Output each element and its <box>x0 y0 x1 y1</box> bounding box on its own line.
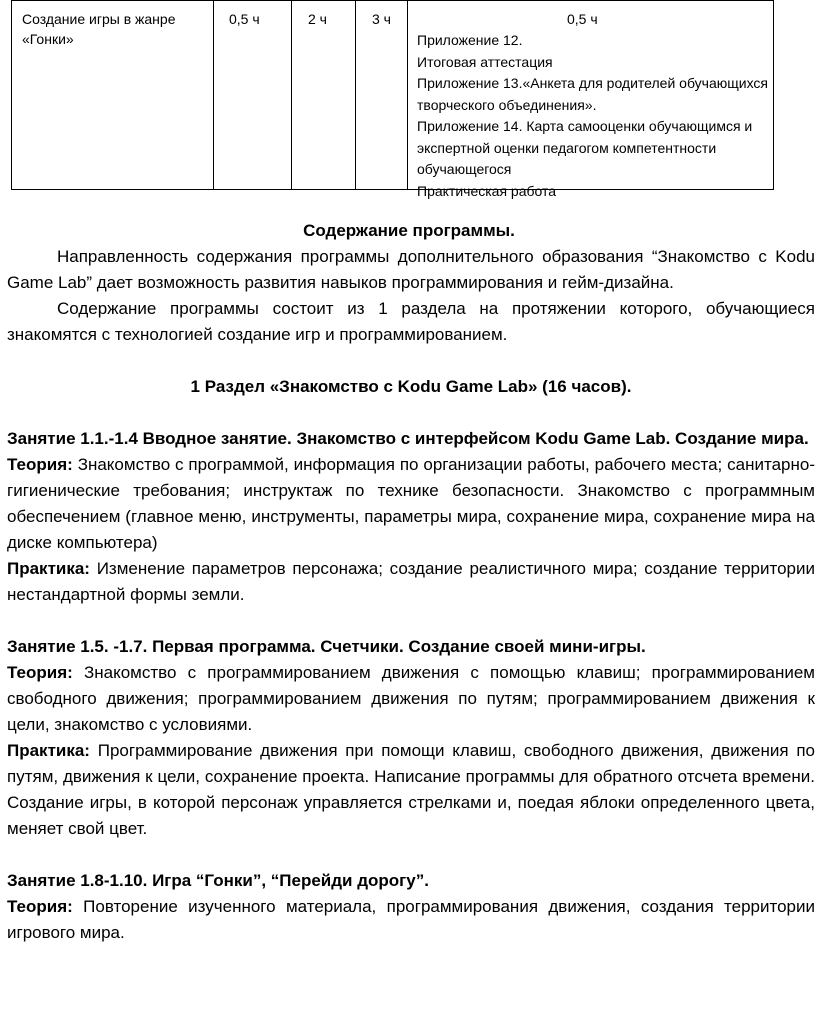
hours-total-cell: 0,5 ч <box>229 11 260 27</box>
lesson-practice <box>7 556 815 608</box>
section-title: 1 Раздел «Знакомство с Kodu Game Lab» (16 часов). <box>190 377 632 396</box>
theory-label: Теория: <box>7 663 73 682</box>
control-item: Приложение 12. <box>417 32 523 48</box>
practice-text: Изменение параметров персонажа; создание реалистичного мира; создание территории нестандартной формы земли. <box>7 559 815 604</box>
lesson-theory <box>7 452 815 556</box>
theory-text: Знакомство с программированием движения с помощью клавиш; программированием свободного движения; программированием движения по путям; программированием движения к цели, знакомство с условиями. <box>7 663 815 734</box>
lesson-theory <box>7 894 815 946</box>
table-divider <box>291 1 292 189</box>
practice-label: Практика: <box>7 741 90 760</box>
theory-label: Теория: <box>7 455 73 474</box>
control-item: Практическая работа <box>417 182 557 199</box>
hours-theory-cell: 2 ч <box>308 11 327 27</box>
topic-cell: Создание игры в жанре «Гонки» <box>22 11 176 47</box>
theory-text: Повторение изученного материала, программирования движения, создания территории игрового мира. <box>7 897 815 942</box>
table-divider <box>407 1 408 189</box>
curriculum-table <box>11 0 774 199</box>
content-heading: Содержание программы. <box>303 221 515 240</box>
control-items-cell <box>417 30 772 202</box>
lesson-title: Занятие 1.1.-1.4 Вводное занятие. Знакомство с интерфейсом Kodu Game Lab. Создание мира. <box>7 429 809 448</box>
theory-label: Теория: <box>7 897 73 916</box>
paragraph-direction: Направленность содержания программы дополнительного образования “Знакомство с Kodu Game Lab” дает возможность развития навыков программирования и гейм-дизайна. <box>7 247 815 292</box>
control-item: Итоговая аттестация <box>417 53 553 70</box>
control-hours-cell: 0,5 ч <box>567 11 598 27</box>
lesson-theory <box>7 660 815 738</box>
theory-text: Знакомство с программой, информация по организации работы, рабочего места; санитарно-гигиенические требования; инструктаж по технике безопасности. Знакомство с программным обеспечением (главное меню, инструменты, параметры мира, сохранение мира, сохранение мира на диске компьютера) <box>7 455 815 552</box>
practice-label: Практика: <box>7 559 90 578</box>
control-item: Приложение 14. Карта самооценки обучающимся и экспертной оценки педагогом компетентности обучающегося <box>417 118 753 177</box>
hours-practice-cell: 3 ч <box>372 11 391 27</box>
control-item: Приложение 13.«Анкета для родителей обучающихся творческого объединения». <box>417 75 768 113</box>
lesson-title: Занятие 1.5. -1.7. Первая программа. Счетчики. Создание своей мини-игры. <box>7 637 646 656</box>
paragraph-structure: Содержание программы состоит из 1 раздела на протяжении которого, обучающиеся знакомятся с технологией создание игр и программированием. <box>7 299 815 344</box>
lesson-practice <box>7 738 815 842</box>
program-content <box>7 218 815 946</box>
lesson-title: Занятие 1.8-1.10. Игра “Гонки”, “Перейди дорогу”. <box>7 871 429 890</box>
practice-text: Программирование движения при помощи клавиш, свободного движения, движения по путям, движения к цели, сохранение проекта. Написание программы для обратного отсчета времени. Создание игры, в которой персонаж управляется стрелками и, поедая яблоки определенного цвета, меняет свой цвет. <box>7 741 815 838</box>
table-divider <box>355 1 356 189</box>
